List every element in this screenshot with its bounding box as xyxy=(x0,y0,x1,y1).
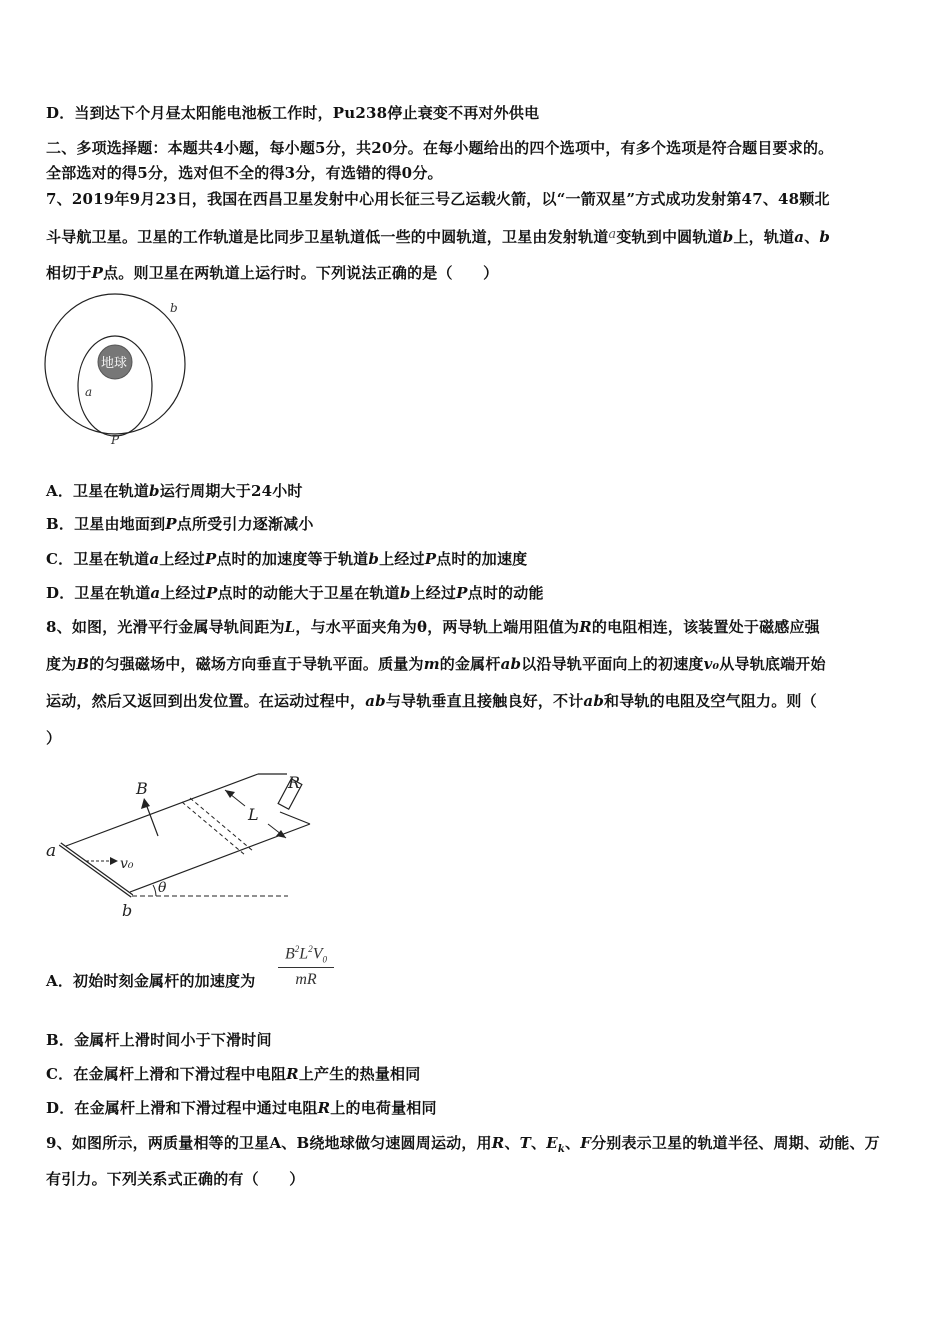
q7-option-d xyxy=(46,582,544,603)
section2-line2: 全部选对的得5分，选对但不全的得3分，有选错的得0分。 xyxy=(46,164,443,182)
acceleration-fraction xyxy=(278,944,334,989)
q9-l1d: T xyxy=(519,1134,532,1152)
q7-b2: P xyxy=(165,515,177,533)
q8-l2f: ab xyxy=(500,655,522,673)
q8-l3c: 与导轨垂直且接触良好，不计 xyxy=(385,692,584,710)
num-b-exp: 2 xyxy=(294,944,300,954)
num-l-exp: 2 xyxy=(308,944,313,954)
q7-c2: a xyxy=(149,550,160,568)
q9-l1h: 、 xyxy=(565,1134,581,1152)
q7-c1: C．卫星在轨道 xyxy=(46,550,150,568)
v0-arrowhead xyxy=(110,857,118,865)
q9-l1b: R xyxy=(491,1134,505,1152)
q7-d6: b xyxy=(399,584,411,602)
q7-line2-e: a xyxy=(794,228,805,246)
q8-line3 xyxy=(46,690,817,711)
label-b-field: B xyxy=(136,779,148,798)
section2-line1: 二、多项选择题：本题共4小题，每小题5分，共20分。在每小题给出的四个选项中，有多个选项是符合题目要求的。 xyxy=(46,139,834,157)
q7-d9: 点时的动能 xyxy=(467,584,544,602)
q8-l1c: ，与水平面夹角为θ，两导轨上端用阻值为 xyxy=(295,618,580,636)
label-theta: θ xyxy=(158,880,167,896)
q7-a2: b xyxy=(149,482,160,500)
q8-l1b: L xyxy=(284,618,296,636)
q9-line1 xyxy=(46,1132,880,1155)
q8-l3d: ab xyxy=(583,692,605,710)
q7-c8: P xyxy=(424,550,437,568)
q8-line1 xyxy=(46,616,820,637)
q7-line3-b: P xyxy=(91,264,104,282)
q7-d3: 上经过 xyxy=(160,584,206,602)
q7-b3: 点所受引力逐渐减小 xyxy=(176,515,314,533)
q8-l3e: 和导轨的电阻及空气阻力。则（ xyxy=(604,692,817,710)
q8-option-d xyxy=(46,1097,437,1118)
q7-d8: P xyxy=(456,584,468,602)
q8-l2g: 以沿导轨平面向上的初速度 xyxy=(521,655,704,673)
q8-l1a: 8、如图，光滑平行金属导轨间距为 xyxy=(46,618,285,636)
q8-l2b: B xyxy=(76,655,90,673)
q7-d2: a xyxy=(150,584,161,602)
label-l: L xyxy=(248,805,259,824)
q7-option-c xyxy=(46,548,527,569)
q8-l2c: 的匀强磁场中，磁场方向垂直于导轨平面。质量为 xyxy=(89,655,424,673)
q7-d1: D．卫星在轨道 xyxy=(46,584,151,602)
q7-line2-sym: a xyxy=(608,227,617,242)
q8-l2i: 从导轨底端开始 xyxy=(719,655,826,673)
q8-l2e: 的金属杆 xyxy=(439,655,501,673)
rail-bottom-end xyxy=(280,812,310,824)
q7-c6: b xyxy=(368,550,380,568)
fraction-denominator: mR xyxy=(295,970,317,988)
q8-d2: R xyxy=(317,1099,331,1117)
q7-line3 xyxy=(46,262,498,283)
q7-c4: P xyxy=(204,550,217,568)
q6-option-d: D．当到达下个月昼太阳能电池板工作时，Pu238停止衰变不再对外供电 xyxy=(46,104,540,122)
b-field-line xyxy=(146,804,158,836)
q8-c1: C．在金属杆上滑和下滑过程中电阻 xyxy=(46,1065,287,1083)
dashed-bar-1 xyxy=(182,802,245,855)
label-a: a xyxy=(46,841,57,861)
q8-option-b: B．金属杆上滑时间小于下滑时间 xyxy=(46,1031,272,1049)
q9-l1c: 、 xyxy=(504,1134,520,1152)
q9-line2: 有引力。下列关系式正确的有（ ） xyxy=(46,1170,305,1188)
num-l: L xyxy=(299,945,309,963)
q7-line3-a: 相切于 xyxy=(46,264,92,282)
q8-incline-figure xyxy=(40,762,330,927)
fraction-numerator xyxy=(278,944,334,968)
q8-l2h: v₀ xyxy=(703,655,720,673)
orbit-b-label: b xyxy=(170,301,178,315)
q7-a3: 运行周期大于24小时 xyxy=(159,482,303,500)
label-v0: v₀ xyxy=(120,856,134,872)
q8-c2: R xyxy=(286,1065,299,1083)
q7-d5: 点时的动能大于卫星在轨道 xyxy=(217,584,400,602)
q7-line2-c: b xyxy=(722,228,734,246)
q7-d4: P xyxy=(205,584,218,602)
q9-l1e: 、 xyxy=(531,1134,547,1152)
q7-c7: 上经过 xyxy=(379,550,425,568)
q8-l1d: R xyxy=(579,618,592,636)
q8-option-c xyxy=(46,1063,420,1084)
q9-l1i: F xyxy=(580,1134,592,1152)
q9-l1a: 9、如图所示，两质量相等的卫星A、B绕地球做匀速圆周运动，用 xyxy=(46,1134,492,1152)
dashed-bar-2 xyxy=(190,798,253,851)
q7-option-b xyxy=(46,513,314,534)
earth-label: 地球 xyxy=(101,356,128,371)
q8-line4: ） xyxy=(46,729,62,747)
num-b: B xyxy=(285,945,295,963)
q7-line2-b: 变轨到中圆轨道 xyxy=(616,228,723,246)
b-field-arrowhead xyxy=(141,798,150,809)
q7-option-a xyxy=(46,480,303,501)
theta-arc xyxy=(153,885,156,896)
q7-line2 xyxy=(46,226,830,247)
num-v-sub: 0 xyxy=(322,954,327,965)
q7-c9: 点时的加速度 xyxy=(436,550,528,568)
q7-c5: 点时的加速度等于轨道 xyxy=(216,550,369,568)
orbit-a-label: a xyxy=(85,385,93,399)
label-r: R xyxy=(288,773,301,792)
q7-line2-a: 斗导航卫星。卫星的工作轨道是比同步卫星轨道低一些的中圆轨道，卫星由发射轨道 xyxy=(46,228,609,246)
q7-d7: 上经过 xyxy=(410,584,457,602)
label-b-end: b xyxy=(122,901,133,920)
q7-line1: 7、2019年9月23日，我国在西昌卫星发射中心用长征三号乙运载火箭，以“一箭双星”方式成功发射第47、48颗北 xyxy=(46,190,830,208)
q8-d1: D．在金属杆上滑和下滑过程中通过电阻 xyxy=(46,1099,318,1117)
q7-b1: B．卫星由地面到 xyxy=(46,515,166,533)
q8-c3: 上产生的热量相同 xyxy=(298,1065,421,1083)
q8-l3b: ab xyxy=(365,692,386,710)
q9-l1j: 分别表示卫星的轨道半径、周期、动能、万 xyxy=(591,1134,880,1152)
q7-a1: A．卫星在轨道 xyxy=(46,482,150,500)
num-v: V xyxy=(312,945,323,963)
q9-l1f: E xyxy=(546,1134,558,1152)
point-p-label: P xyxy=(111,433,120,447)
q7-line2-f: 、 xyxy=(804,228,820,246)
q8-d3: 上的电荷量相同 xyxy=(330,1099,437,1117)
q7-orbit-figure xyxy=(40,292,200,452)
rail-top xyxy=(66,774,258,846)
q8-line2 xyxy=(46,653,826,674)
q7-c3: 上经过 xyxy=(159,550,205,568)
q7-line2-d: 上，轨道 xyxy=(733,228,795,246)
q8-l3a: 运动，然后又返回到出发位置。在运动过程中， xyxy=(46,692,366,710)
q8-l1e: 的电阻相连，该装置处于磁感应强 xyxy=(591,618,820,636)
q8-l2a: 度为 xyxy=(46,655,77,673)
q8-l2d: m xyxy=(423,655,440,673)
q8-option-a: A．初始时刻金属杆的加速度为 xyxy=(46,972,256,990)
q9-l1g: k xyxy=(557,1144,565,1155)
q7-line3-c: 点。则卫星在两轨道上运行时。下列说法正确的是（ ） xyxy=(103,264,499,282)
q7-line2-g: b xyxy=(819,228,831,246)
